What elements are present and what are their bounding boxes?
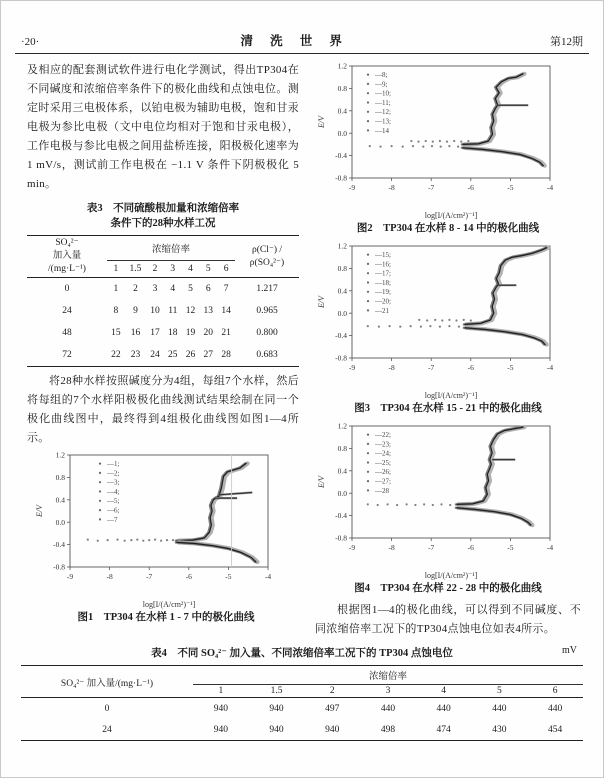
svg-text:log[I/(A/cm²)⁻¹]: log[I/(A/cm²)⁻¹] — [142, 600, 196, 609]
so4-cell: 0 — [64, 284, 70, 294]
ratio-cell: 0.800 — [256, 328, 278, 338]
table3-subcol: 1 — [107, 260, 125, 277]
svg-text:—10;: —10; — [375, 89, 391, 98]
svg-text:0.4: 0.4 — [55, 495, 65, 505]
right-column — [315, 61, 581, 639]
svg-text:log[I/(A/cm²)⁻¹]: log[I/(A/cm²)⁻¹] — [424, 211, 478, 220]
potential-cell: 940 — [325, 724, 340, 735]
svg-text:1.2: 1.2 — [337, 241, 347, 251]
svg-text:1.2: 1.2 — [337, 421, 347, 431]
potential-cell: 940 — [213, 724, 228, 735]
svg-text:—23;: —23; — [375, 440, 391, 449]
so4-cell: 48 — [62, 328, 72, 338]
table3-rh-line2: 加入量 — [52, 251, 82, 261]
sample-cell: 17 — [150, 328, 160, 338]
svg-text:E/V: E/V — [317, 296, 326, 308]
paragraph-results: 根据图1—4的极化曲线，可以得到不同碱度、不同浓缩倍率工况下的TP304点蚀电位如表4所示。 — [315, 604, 581, 635]
table3-subcol: 2 — [146, 260, 164, 277]
svg-text:—2;: —2; — [107, 469, 120, 478]
so4-cell: 72 — [62, 350, 72, 360]
svg-text:—8;: —8; — [375, 71, 388, 79]
table3-group-header: 浓缩倍率 — [107, 236, 235, 261]
svg-text:0.4: 0.4 — [337, 106, 347, 116]
table4-subcol: 5 — [472, 685, 528, 698]
svg-text:-9: -9 — [348, 543, 356, 552]
svg-text:E/V: E/V — [317, 116, 326, 128]
svg-text:E/V: E/V — [317, 476, 326, 488]
sample-cell: 3 — [152, 284, 158, 294]
sample-cell: 7 — [223, 284, 229, 294]
svg-text:1.2: 1.2 — [337, 61, 347, 71]
sample-cell: 16 — [130, 328, 141, 338]
sample-cell: 8 — [113, 306, 119, 316]
sample-cell: 27 — [203, 350, 214, 360]
svg-text:—1;: —1; — [107, 460, 120, 468]
table4-subcol: 6 — [527, 685, 583, 698]
svg-text:-7: -7 — [146, 572, 153, 581]
svg-text:—17;: —17; — [375, 269, 391, 278]
journal-title: 清 洗 世 界 — [240, 34, 349, 48]
svg-text:-7: -7 — [428, 183, 435, 192]
sample-cell: 1 — [113, 284, 119, 294]
table3-subcol: 5 — [199, 260, 217, 277]
potential-cell: 940 — [269, 703, 284, 714]
svg-text:-0.4: -0.4 — [53, 540, 65, 550]
sample-cell: 24 — [150, 350, 160, 360]
potential-cell: 940 — [213, 703, 228, 714]
potential-cell: 440 — [492, 703, 507, 714]
svg-text:—9;: —9; — [375, 80, 388, 89]
potential-cell: 454 — [547, 724, 563, 735]
svg-text:-4: -4 — [546, 543, 554, 552]
svg-text:-5: -5 — [507, 363, 514, 372]
svg-text:—21: —21 — [375, 306, 389, 315]
page-number: ·20· — [21, 36, 40, 48]
sample-cell: 11 — [168, 306, 178, 316]
svg-text:-8: -8 — [388, 363, 395, 372]
svg-text:-5: -5 — [507, 543, 514, 552]
sample-cell: 19 — [185, 328, 196, 338]
paragraph-methods: 及相应的配套测试软件进行电化学测试，得出TP304在不同碱度和浓缩倍率条件下的极化曲线和点蚀电位。测定时采用三电极体系，以铂电极为辅助电极，饱和甘汞电极为参比电极（文中电位均相对于饱和甘汞电极），工作电极与参比电极之间用盐桥连接，阳极极化速率为 1 mV/s，测试前工作电极在 −1.1 V 条件下阴极极化 5 min。 — [27, 64, 299, 190]
table4-row-header: SO₄²⁻ 加入量/(mg·L⁻¹) — [21, 666, 193, 698]
sample-cell: 9 — [133, 306, 138, 316]
table3-subcol: 3 — [164, 260, 182, 277]
svg-text:0.8: 0.8 — [337, 84, 347, 93]
svg-text:-0.4: -0.4 — [335, 331, 347, 341]
svg-text:-0.8: -0.8 — [335, 353, 347, 363]
svg-text:log[I/(A/cm²)⁻¹]: log[I/(A/cm²)⁻¹] — [424, 391, 478, 400]
table3-ratio-header — [235, 236, 299, 278]
sample-cell: 23 — [130, 350, 141, 360]
ratio-cell: 0.683 — [256, 350, 278, 360]
svg-text:—12;: —12; — [375, 108, 391, 117]
svg-text:0.0: 0.0 — [337, 308, 347, 318]
svg-text:-8: -8 — [106, 572, 113, 581]
table3-ratio-line1: ρ(Cl⁻) / — [251, 244, 283, 255]
polarization-chart-4-svg — [315, 421, 565, 581]
sample-cell: 22 — [111, 350, 121, 360]
table3-row-header — [27, 236, 107, 278]
table3 — [27, 235, 299, 367]
svg-text:—20;: —20; — [375, 297, 391, 306]
polarization-chart-2-svg — [315, 61, 565, 221]
svg-text:—16;: —16; — [375, 260, 391, 269]
table3-subcol: 6 — [217, 260, 235, 277]
svg-text:-8: -8 — [388, 543, 395, 552]
svg-text:0.8: 0.8 — [55, 473, 65, 482]
table-row — [27, 300, 299, 322]
so4-cell: 24 — [62, 306, 72, 316]
polarization-chart-1 — [33, 450, 283, 610]
svg-text:—14: —14 — [375, 126, 389, 135]
svg-text:-0.8: -0.8 — [53, 562, 65, 572]
table4-subcol: 1.5 — [249, 685, 305, 698]
sample-cell: 26 — [185, 350, 196, 360]
figure-3 — [315, 241, 581, 416]
svg-text:-0.4: -0.4 — [335, 511, 347, 521]
svg-text:-9: -9 — [66, 572, 74, 581]
table-row — [27, 322, 299, 344]
svg-text:-4: -4 — [546, 183, 554, 192]
ratio-cell: 1.217 — [256, 284, 278, 294]
potential-cell: 940 — [269, 724, 284, 735]
sample-cell: 4 — [170, 284, 176, 294]
potential-cell: 497 — [325, 703, 340, 714]
svg-text:-0.8: -0.8 — [335, 173, 347, 183]
table4-subcol: 4 — [416, 685, 472, 698]
sample-cell: 12 — [185, 306, 196, 316]
svg-text:—3;: —3; — [107, 478, 120, 487]
table4-group-header: 浓缩倍率 — [193, 666, 583, 685]
svg-text:—22;: —22; — [375, 431, 391, 439]
sample-cell: 10 — [150, 306, 160, 316]
table4 — [21, 665, 583, 741]
table3-subcol: 4 — [182, 260, 200, 277]
svg-text:0.8: 0.8 — [337, 264, 347, 273]
svg-text:—25;: —25; — [375, 458, 391, 467]
svg-text:-7: -7 — [428, 363, 435, 372]
table3-rh-line3: /(mg·L⁻¹) — [48, 264, 86, 274]
svg-text:0.4: 0.4 — [337, 286, 347, 296]
table4-block — [21, 645, 583, 741]
figure-2 — [315, 61, 581, 236]
sample-cell: 5 — [188, 284, 193, 294]
svg-text:—7: —7 — [107, 515, 118, 524]
header-rule — [15, 53, 589, 54]
polarization-chart-2 — [315, 61, 565, 221]
table3-title-line1: 表3 不同硫酸根加量和浓缩倍率 — [86, 203, 240, 214]
svg-text:0.8: 0.8 — [337, 444, 347, 453]
svg-text:E/V: E/V — [35, 505, 44, 517]
table3-rh-line1: SO₄²⁻ — [55, 238, 79, 248]
svg-text:log[I/(A/cm²)⁻¹]: log[I/(A/cm²)⁻¹] — [424, 571, 478, 580]
sample-cell: 28 — [221, 350, 231, 360]
page-header — [21, 31, 583, 49]
svg-text:-0.4: -0.4 — [335, 151, 347, 161]
potential-cell: 430 — [492, 724, 507, 735]
svg-text:-6: -6 — [185, 572, 192, 581]
issue-number: 第12期 — [550, 36, 583, 48]
svg-text:—13;: —13; — [375, 117, 391, 126]
svg-text:0.0: 0.0 — [337, 128, 347, 138]
svg-text:—5;: —5; — [107, 497, 120, 506]
potential-cell: 474 — [436, 724, 451, 735]
so4-cell: 0 — [104, 703, 110, 714]
svg-text:-0.8: -0.8 — [335, 533, 347, 543]
potential-cell: 498 — [380, 724, 396, 735]
paragraph-grouping: 将28种水样按照碱度分为4组，每组7个水样，然后将每组的7个水样阳极极化曲线测试结果绘制在同一个极化曲线图中，最终得到4组极化曲线图如图1—4所示。 — [27, 375, 299, 444]
svg-text:-6: -6 — [467, 363, 474, 372]
sample-cell: 15 — [111, 328, 121, 338]
svg-text:—15;: —15; — [375, 251, 391, 259]
table3-title-line2: 条件下的28种水样工况 — [110, 218, 216, 229]
figure-4-caption: 图4 TP304 在水样 22 - 28 中的极化曲线 — [354, 583, 542, 594]
svg-text:—26;: —26; — [375, 468, 391, 477]
table3-ratio-line2: ρ(SO₄²⁻) — [249, 257, 285, 268]
table4-subcol: 2 — [304, 685, 360, 698]
table4-subcol: 1 — [193, 685, 249, 698]
svg-text:—18;: —18; — [375, 278, 391, 287]
svg-text:—4;: —4; — [107, 487, 120, 496]
svg-text:-4: -4 — [264, 572, 272, 581]
svg-text:—24;: —24; — [375, 449, 391, 458]
table-row — [21, 719, 583, 741]
sample-cell: 21 — [221, 328, 231, 338]
polarization-chart-4 — [315, 421, 565, 581]
svg-text:-5: -5 — [507, 183, 514, 192]
polarization-chart-3 — [315, 241, 565, 401]
so4-cell: 24 — [102, 724, 112, 735]
left-column — [27, 61, 299, 639]
two-column-body — [27, 61, 583, 639]
figure-3-caption: 图3 TP304 在水样 15 - 21 中的极化曲线 — [354, 403, 542, 414]
sample-cell: 13 — [203, 306, 214, 316]
figure-4 — [315, 421, 581, 596]
svg-text:-9: -9 — [348, 363, 356, 372]
table4-titlebar — [21, 645, 583, 661]
table4-subcol: 3 — [360, 685, 416, 698]
svg-text:-4: -4 — [546, 363, 554, 372]
svg-text:1.2: 1.2 — [55, 450, 65, 460]
figure-1 — [33, 450, 299, 625]
table3-subcol: 1.5 — [125, 260, 146, 277]
sample-cell: 6 — [205, 284, 211, 294]
table-row — [27, 344, 299, 367]
polarization-chart-3-svg — [315, 241, 565, 401]
sample-cell: 18 — [168, 328, 178, 338]
sample-cell: 2 — [133, 284, 138, 294]
polarization-chart-1-svg — [33, 450, 283, 610]
svg-text:0.0: 0.0 — [55, 517, 65, 527]
potential-cell: 440 — [436, 703, 451, 714]
svg-text:-8: -8 — [388, 183, 395, 192]
sample-cell: 20 — [203, 328, 214, 338]
svg-text:—11;: —11; — [375, 98, 391, 107]
potential-cell: 440 — [380, 703, 396, 714]
figure-2-caption: 图2 TP304 在水样 8 - 14 中的极化曲线 — [356, 223, 540, 234]
svg-text:0.4: 0.4 — [337, 466, 347, 476]
svg-text:—28: —28 — [375, 486, 389, 495]
svg-text:—6;: —6; — [107, 506, 120, 515]
table4-title: 表4 不同 SO₄²⁻ 加入量、不同浓缩倍率工况下的 TP304 点蚀电位 — [151, 648, 453, 659]
svg-text:-6: -6 — [467, 543, 474, 552]
svg-text:-6: -6 — [467, 183, 474, 192]
svg-text:-9: -9 — [348, 183, 356, 192]
table-row — [21, 698, 583, 720]
sample-cell: 14 — [221, 306, 231, 316]
potential-cell: 440 — [547, 703, 563, 714]
svg-text:-5: -5 — [225, 572, 232, 581]
sample-cell: 25 — [168, 350, 178, 360]
ratio-cell: 0.965 — [256, 306, 278, 316]
svg-text:—27;: —27; — [375, 477, 391, 486]
table-row — [27, 278, 299, 301]
svg-text:-7: -7 — [428, 543, 435, 552]
table4-unit: mV — [562, 645, 577, 656]
svg-text:—19;: —19; — [375, 288, 391, 297]
figure-1-caption: 图1 TP304 在水样 1 - 7 中的极化曲线 — [77, 612, 255, 623]
svg-text:0.0: 0.0 — [337, 488, 347, 498]
